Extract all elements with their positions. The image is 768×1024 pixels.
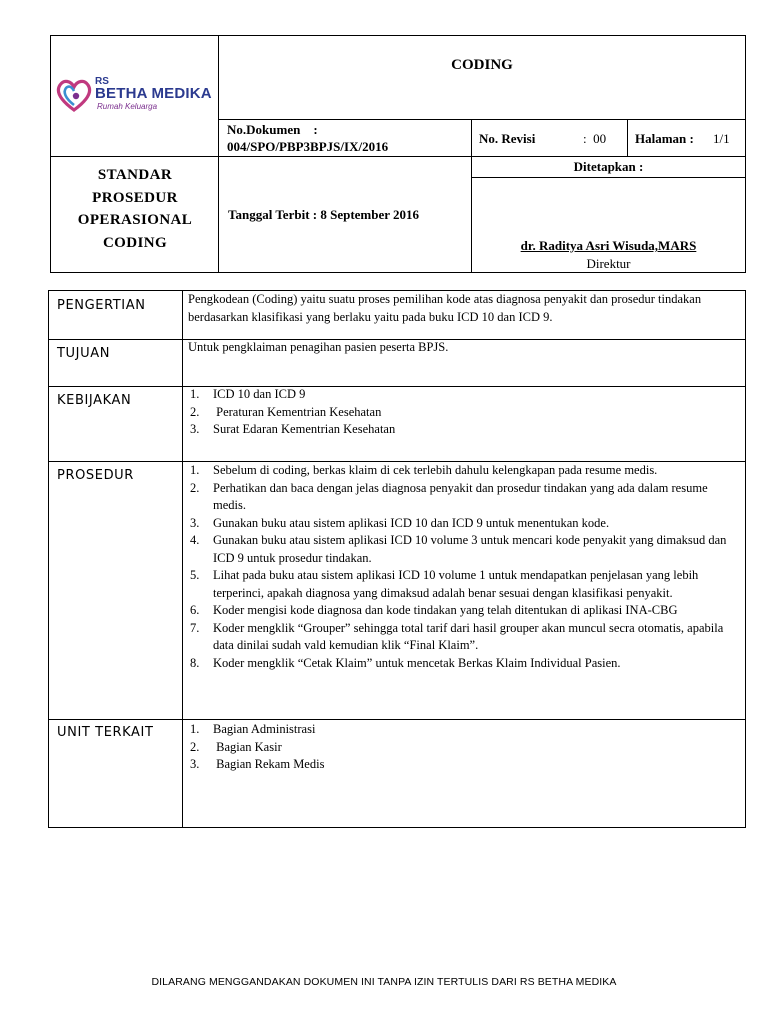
- list-item: [188, 462, 740, 480]
- list-text: Koder mengklik “Cetak Klaim” untuk mencetak Berkas Klaim Individual Pasien.: [213, 655, 621, 670]
- no-revisi-label: No. Revisi: [479, 131, 536, 146]
- list-text: Koder mengklik “Grouper” sehingga total tarif dari hasil grouper akan muncul secra otomatis, apabila data dinilai sudah vald kemudian klik “Final Klaim”.: [213, 620, 724, 652]
- pengertian-text: Pengkodean (Coding) yaitu suatu proses pemilihan kode atas diagnosa penyakit dan prosedur tindakan berdasarkan klasifikasi yang berlaku yaitu pada buku ICD 10 dan ICD 9.: [188, 292, 702, 324]
- kebijakan-list: [188, 386, 740, 439]
- footer-notice: DILARANG MENGGANDAKAN DOKUMEN INI TANPA IZIN TERTULIS DARI RS BETHA MEDIKA: [151, 976, 617, 988]
- list-item: [188, 756, 740, 774]
- signer-name-text: dr. Raditya Asri Wisuda,MARS: [520, 238, 697, 253]
- list-number: 2.: [190, 739, 200, 754]
- logo-name-text: BETHA MEDIKA: [95, 85, 212, 102]
- list-number: 3.: [190, 422, 200, 436]
- halaman-value: 1/1: [713, 131, 730, 146]
- section-label-pengertian: PENGERTIAN: [57, 298, 146, 313]
- sop-title-line: PROSEDUR: [92, 189, 178, 206]
- list-text: ICD 10 dan ICD 9: [213, 387, 306, 401]
- section-label-tujuan: TUJUAN: [57, 346, 111, 361]
- list-number: 4.: [190, 533, 200, 547]
- list-item: [188, 532, 740, 567]
- signer-title: Direktur: [586, 256, 631, 271]
- list-number: 3.: [190, 515, 200, 530]
- list-item: [188, 515, 740, 533]
- list-item: [188, 602, 740, 620]
- section-label-kebijakan: KEBIJAKAN: [57, 393, 132, 408]
- list-item: [188, 404, 740, 422]
- list-item: [188, 480, 740, 515]
- tanggal-terbit: Tanggal Terbit : 8 September 2016: [228, 207, 420, 222]
- list-item: [188, 567, 740, 602]
- list-item: [188, 721, 740, 739]
- tujuan-text: Untuk pengklaiman penagihan pasien peserta BPJS.: [188, 340, 449, 354]
- list-number: 6.: [190, 603, 200, 617]
- table-divider: [49, 719, 745, 720]
- list-text: Peraturan Kementrian Kesehatan: [213, 404, 382, 419]
- no-dokumen-label: No.Dokumen :: [227, 122, 318, 137]
- header-divider: [218, 119, 745, 120]
- list-item: [188, 739, 740, 757]
- signer-name: [471, 238, 746, 254]
- table-divider: [182, 291, 183, 827]
- no-dokumen-value: 004/SPO/PBP3BPJS/IX/2016: [227, 139, 389, 154]
- list-number: 3.: [190, 757, 200, 771]
- list-text: Gunakan buku atau sistem aplikasi ICD 10 volume 3 untuk mencari kode penyakit yang dimaksud dan ICD 9 untuk prosedur tindakan.: [213, 533, 727, 565]
- list-item: [188, 620, 740, 655]
- list-item: [188, 655, 740, 673]
- list-item: [188, 386, 740, 404]
- list-number: 2.: [190, 480, 200, 495]
- section-label-unit-terkait: UNIT TERKAIT: [57, 725, 154, 740]
- header-divider: [627, 119, 628, 156]
- sop-title-line: CODING: [102, 234, 168, 251]
- list-number: 8.: [190, 655, 200, 670]
- list-text: Surat Edaran Kementrian Kesehatan: [213, 422, 396, 436]
- header-divider: [51, 156, 745, 157]
- header-divider: [471, 177, 745, 178]
- list-text: Perhatikan dan baca dengan jelas diagnosa penyakit dan prosedur tindakan yang ada dalam resume medis.: [213, 480, 708, 512]
- list-text: Bagian Kasir: [213, 739, 282, 754]
- heart-logo-icon: [55, 77, 93, 113]
- halaman-label: Halaman :: [635, 131, 694, 146]
- unit-terkait-list: [188, 721, 740, 774]
- sop-title-line: STANDAR: [97, 167, 173, 183]
- list-number: 1.: [190, 387, 200, 401]
- logo-tagline: Rumah Keluarga: [97, 102, 158, 111]
- sop-title-line: OPERASIONAL: [77, 212, 193, 228]
- list-number: 7.: [190, 620, 200, 635]
- document-title: CODING: [451, 57, 513, 73]
- sop-title-block: [52, 164, 218, 254]
- prosedur-list: [188, 462, 740, 672]
- list-text: Sebelum di coding, berkas klaim di cek terlebih dahulu kelengkapan pada resume medis.: [213, 463, 658, 477]
- list-item: [188, 421, 740, 439]
- list-number: 5.: [190, 568, 200, 582]
- list-number: 2.: [190, 404, 200, 419]
- ditetapkan-label: Ditetapkan :: [573, 159, 644, 174]
- section-label-prosedur: PROSEDUR: [57, 468, 134, 483]
- no-revisi-value: : 00: [583, 131, 607, 146]
- hospital-logo: [55, 75, 215, 115]
- list-text: Lihat pada buku atau sistem aplikasi ICD 10 volume 1 untuk mendapatkan penjelasan yang lebih terperinci, apakah diagnosa yang dimaksud adalah benar sesuai dengan klasifikasi penyakit.: [213, 568, 699, 600]
- logo-rs-text: RS: [95, 76, 109, 87]
- list-number: 1.: [190, 463, 200, 477]
- list-number: 1.: [190, 722, 200, 736]
- list-text: Bagian Rekam Medis: [213, 757, 325, 771]
- list-text: Gunakan buku atau sistem aplikasi ICD 10 dan ICD 9 untuk menentukan kode.: [213, 515, 610, 530]
- list-text: Koder mengisi kode diagnosa dan kode tindakan yang telah ditentukan di aplikasi INA-CBG: [213, 603, 678, 617]
- list-text: Bagian Administrasi: [213, 722, 316, 736]
